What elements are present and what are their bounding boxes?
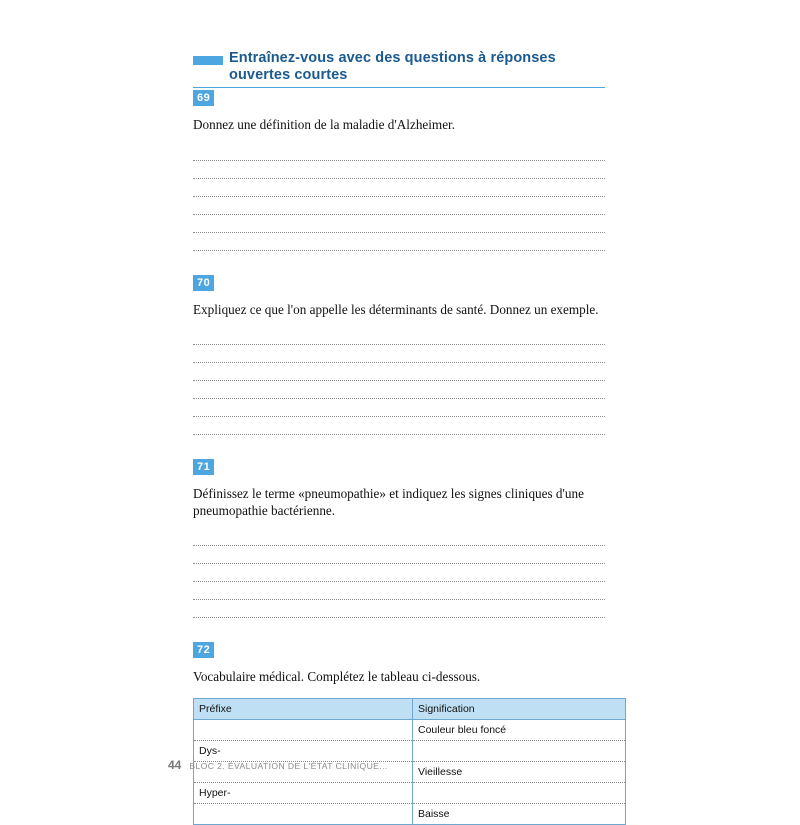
question-text: Expliquez ce que l'on appelle les déterminants de santé. Donnez un exemple. <box>193 301 599 317</box>
answer-line[interactable] <box>193 600 605 618</box>
answer-line[interactable] <box>193 399 605 417</box>
question-text: Définissez le terme «pneumopathie» et indiquez les signes cliniques d'une pneumopathie bactérienne. <box>193 486 584 518</box>
answer-line[interactable] <box>193 197 605 215</box>
answer-line[interactable] <box>193 381 605 399</box>
table-cell-prefix[interactable]: Hyper- <box>194 782 413 803</box>
answer-line[interactable] <box>193 417 605 435</box>
question-block <box>193 88 605 251</box>
question-number-badge: 72 <box>193 642 214 658</box>
table-row <box>194 803 626 824</box>
page-number: 44 <box>168 758 182 772</box>
page-footer <box>168 758 388 772</box>
spacer <box>193 618 605 640</box>
question-number-badge: 70 <box>193 275 214 291</box>
answer-line[interactable] <box>193 215 605 233</box>
table-cell-meaning[interactable]: Baisse <box>413 803 626 824</box>
column-header-meaning: Signification <box>413 698 626 719</box>
section-title: Entraînez-vous avec des questions à réponses ouvertes courtes <box>229 50 556 83</box>
question-number-badge: 71 <box>193 459 214 475</box>
footer-section-label: BLOC 2. ÉVALUATION DE L'ÉTAT CLINIQUE... <box>189 761 388 771</box>
question-block <box>193 640 605 825</box>
table-header-row <box>194 698 626 719</box>
spacer <box>193 435 605 457</box>
answer-line[interactable] <box>193 179 605 197</box>
answer-line[interactable] <box>193 327 605 345</box>
table-cell-prefix[interactable] <box>194 803 413 824</box>
answer-line[interactable] <box>193 345 605 363</box>
accent-bar-icon <box>193 56 223 65</box>
table-cell-meaning[interactable]: Vieillesse <box>413 761 626 782</box>
section-header <box>193 50 605 88</box>
answer-line[interactable] <box>193 161 605 179</box>
answer-line[interactable] <box>193 564 605 582</box>
table-cell-meaning[interactable] <box>413 740 626 761</box>
table-cell-prefix[interactable]: Dys- <box>194 740 413 761</box>
spacer <box>193 251 605 273</box>
questions-container <box>193 88 605 825</box>
table-cell-prefix[interactable] <box>194 719 413 740</box>
table-row <box>194 719 626 740</box>
question-text: Donnez une définition de la maladie d'Alzheimer. <box>193 117 456 132</box>
answer-line[interactable] <box>193 528 605 546</box>
answer-line[interactable] <box>193 363 605 381</box>
column-header-prefix: Préfixe <box>194 698 413 719</box>
answer-line[interactable] <box>193 546 605 564</box>
answer-lines[interactable] <box>193 327 605 435</box>
answer-lines[interactable] <box>193 143 605 251</box>
table-cell-meaning[interactable]: Couleur bleu foncé <box>413 719 626 740</box>
answer-line[interactable] <box>193 143 605 161</box>
header-row <box>193 50 605 84</box>
answer-lines[interactable] <box>193 528 605 618</box>
question-block <box>193 273 605 436</box>
answer-line[interactable] <box>193 233 605 251</box>
question-number-badge: 69 <box>193 90 214 106</box>
question-block <box>193 457 605 618</box>
table-header <box>194 698 626 719</box>
answer-line[interactable] <box>193 582 605 600</box>
question-text: Vocabulaire médical. Complétez le tableau ci-dessous. <box>193 669 481 684</box>
